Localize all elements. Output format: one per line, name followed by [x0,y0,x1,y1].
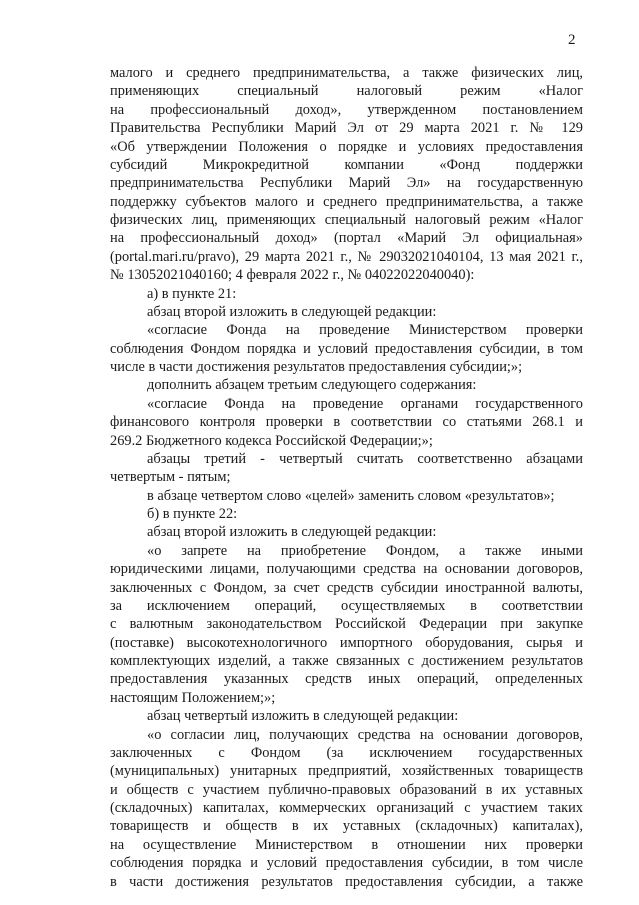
text-line: соблюдения порядка и условий предоставления субсидии, в том числе [110,855,583,872]
text-line: на профессиональный доход» (портал «Марий Эл официальная» [110,230,583,247]
text-line: юридическими лицами, получающими средства на основании договоров, [110,561,583,578]
text-line: физических лиц, применяющих специальный налоговый режим «Налог [110,212,583,228]
text-line: абзац второй изложить в следующей редакции: [147,524,437,541]
text-line: «согласие Фонда на проведение Министерством проверки [147,322,583,339]
text-line: абзац второй изложить в следующей редакции: [147,303,437,320]
text-line: настоящим Положением;»; [110,689,276,706]
text-line: б) в пункте 22: [147,506,238,522]
text-line: абзац четвертый изложить в следующей редакции: [147,708,459,725]
text-line: № 13052021040160; 4 февраля 2022 г., № 04022022040040): [110,267,475,284]
text-line: и обществ с участием публично-правовых образований в их уставных [110,781,583,798]
text-line: (поставке) высокотехнологичного импортного оборудования, сырья и [110,634,583,651]
text-line: предоставления указанных средств иных операций, определенных [110,671,583,688]
text-line: предпринимательства Республики Марий Эл» на государственную [110,175,583,192]
text-line: за исключением операций, осуществляемых в соответствии [110,597,583,614]
text-line: малого и среднего предпринимательства, а также физических лиц, [110,65,583,81]
text-line: (складочных) капиталах, коммерческих организаций с участием таких [110,800,583,816]
text-line: дополнить абзацем третьим следующего содержания: [147,377,477,394]
text-line: субсидий Микрокредитной компании «Фонд поддержки [110,156,583,173]
text-line: на профессиональный доход», утвержденном постановлением [110,101,583,118]
text-line: 269.2 Бюджетного кодекса Российской Федерации;»; [110,432,433,449]
text-line: (муниципальных) унитарных предприятий, хозяйственных товариществ [110,763,583,780]
text-line: поддержку субъектов малого и среднего предпринимательства, а также [110,193,583,210]
text-line: применяющих специальный налоговый режим «Налог [110,83,583,100]
text-line: заключенных с Фондом (за исключением государственных [110,744,583,761]
text-line: Правительства Республики Марий Эл от 29 марта 2021 г. № 129 [110,120,583,137]
text-line: «согласие Фонда на проведение органами государственного [147,395,583,412]
text-line: четвертым - пятым; [110,469,231,486]
text-line: (portal.mari.ru/pravo), 29 марта 2021 г., № 29032021040104, 13 мая 2021 г., [110,248,583,265]
text-line: товариществ и обществ в их уставных (складочных) капиталах), [110,818,583,835]
text-line: комплектующих изделий, а также связанных с достижением результатов [110,653,583,669]
text-line: а) в пункте 21: [147,285,237,302]
text-line: «о запрете на приобретение Фондом, а также иными [147,542,583,559]
text-line: абзацы третий - четвертый считать соответственно абзацами [147,450,583,467]
text-line: «Об утверждении Положения о порядке и условиях предоставления [110,138,583,155]
text-line: «о согласии лиц, получающих средства на основании договоров, [147,726,583,743]
text-line: заключенных с Фондом, за счет средств субсидии иностранной валюты, [110,579,583,596]
text-line: с валютным законодательством Российской Федерации при закупке [110,616,583,633]
text-line: в абзаце четвертом слово «целей» заменить словом «результатов»; [147,487,555,504]
text-line: числе в части достижения результатов предоставления субсидии;»; [110,359,523,375]
text-line: финансового контроля проверки в соответствии со статьями 268.1 и [110,414,583,431]
page-number: 2 [568,32,576,48]
text-line: на осуществление Министерством в отношении них проверки [110,836,583,853]
text-line: в части достижения результатов предоставления субсидии, а также [110,873,583,890]
document-body [110,64,583,891]
text-line: соблюдения Фондом порядка и условий предоставления субсидии, в том [110,340,583,357]
